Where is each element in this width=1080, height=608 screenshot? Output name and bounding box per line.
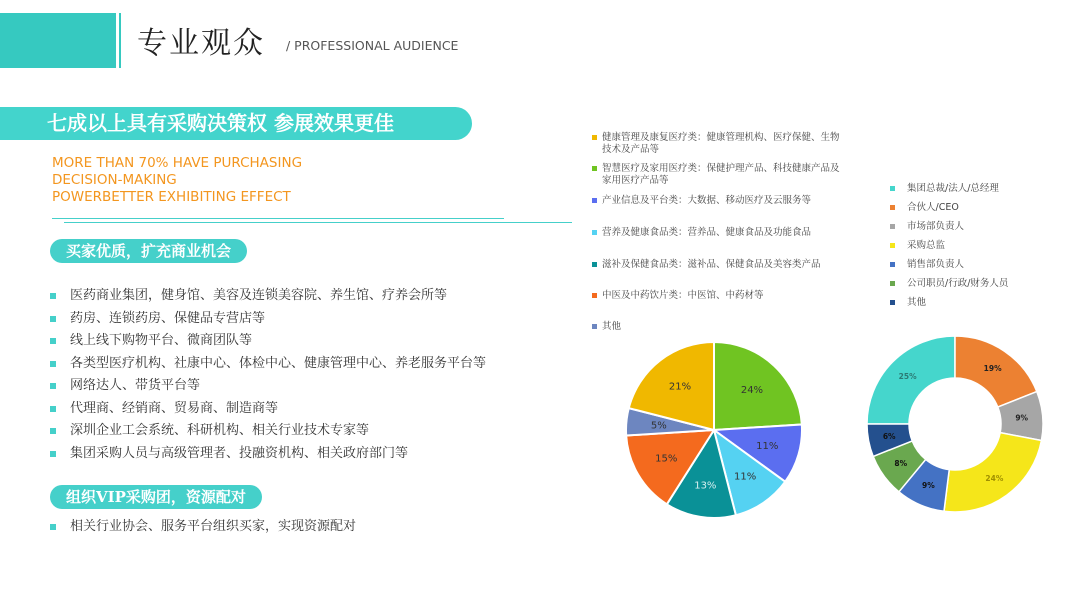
list-item: 医药商业集团，健身馆、美容及连锁美容院、养生馆、疗养会所等 bbox=[50, 285, 486, 308]
legend-swatch bbox=[592, 135, 597, 140]
data-label: 11% bbox=[756, 440, 779, 452]
legend-swatch bbox=[890, 205, 895, 210]
legend-1-item: 滋补及保健食品类：滋补品、保健食品及美容类产品 bbox=[592, 259, 842, 271]
header-divider bbox=[119, 13, 121, 68]
data-label: 9% bbox=[922, 481, 935, 491]
data-label: 8% bbox=[894, 459, 908, 469]
legend-2-item: 采购总监 bbox=[890, 240, 945, 252]
bullet-icon bbox=[50, 338, 56, 344]
bullet-icon bbox=[50, 406, 56, 412]
legend-swatch bbox=[890, 262, 895, 267]
legend-swatch bbox=[592, 230, 597, 235]
list-item: 代理商、经销商、贸易商、制造商等 bbox=[50, 398, 486, 421]
data-label: 5% bbox=[650, 420, 667, 432]
data-label: 19% bbox=[983, 364, 1002, 374]
legend-swatch bbox=[592, 198, 597, 203]
bullet-icon bbox=[50, 451, 56, 457]
bullet-icon bbox=[50, 383, 56, 389]
divider-line bbox=[64, 222, 572, 223]
page-subtitle: / PROFESSIONAL AUDIENCE bbox=[286, 38, 459, 53]
list-item: 网络达人、带货平台等 bbox=[50, 375, 486, 398]
data-label: 25% bbox=[898, 372, 917, 382]
data-label: 6% bbox=[882, 432, 896, 442]
legend-swatch bbox=[592, 293, 597, 298]
legend-2-item: 集团总裁/法人/总经理 bbox=[890, 183, 999, 195]
legend-1-item: 营养及健康食品类：营养品、健康食品及功能食品 bbox=[592, 227, 842, 239]
bullet-icon bbox=[50, 524, 56, 530]
pie-slice bbox=[944, 433, 1041, 512]
legend-swatch bbox=[592, 262, 597, 267]
data-label: 9% bbox=[1015, 413, 1029, 423]
legend-1-item: 智慧医疗及家用医疗类：保健护理产品、科技健康产品及家用医疗产品等 bbox=[592, 163, 842, 187]
data-label: 15% bbox=[655, 453, 678, 465]
page-title: 专业观众 bbox=[137, 26, 265, 61]
donut-chart-visitor-roles bbox=[860, 333, 1050, 515]
section-2-title: 组织VIP采购团，资源配对 bbox=[50, 485, 262, 509]
data-label: 13% bbox=[694, 480, 717, 492]
legend-1-item: 产业信息及平台类：大数据、移动医疗及云服务等 bbox=[592, 195, 842, 207]
headline-banner: 七成以上具有采购决策权 参展效果更佳 bbox=[0, 107, 472, 140]
header-accent-bar bbox=[0, 13, 116, 68]
list-item: 集团采购人员与高级管理者、投融资机构、相关政府部门等 bbox=[50, 443, 486, 466]
legend-swatch bbox=[890, 300, 895, 305]
list-item: 深圳企业工会系统、科研机构、相关行业技术专家等 bbox=[50, 420, 486, 443]
legend-2-item: 公司职员/行政/财务人员 bbox=[890, 278, 1008, 290]
legend-swatch bbox=[890, 224, 895, 229]
legend-2-item: 市场部负责人 bbox=[890, 221, 964, 233]
bullet-icon bbox=[50, 428, 56, 434]
legend-swatch bbox=[890, 243, 895, 248]
legend-swatch bbox=[592, 324, 597, 329]
english-line-1: MORE THAN 70% HAVE PURCHASING bbox=[52, 155, 303, 171]
bullet-icon bbox=[50, 316, 56, 322]
legend-swatch bbox=[890, 186, 895, 191]
list-item: 药房、连锁药房、保健品专营店等 bbox=[50, 308, 486, 331]
legend-1-item: 健康管理及康复医疗类：健康管理机构、医疗保健、生物技术及产品等 bbox=[592, 132, 842, 156]
data-label: 24% bbox=[985, 473, 1004, 483]
list-item: 各类型医疗机构、社康中心、体检中心、健康管理中心、养老服务平台等 bbox=[50, 353, 486, 376]
legend-2-item: 销售部负责人 bbox=[890, 259, 964, 271]
english-line-3: POWERBETTER EXHIBITING EFFECT bbox=[52, 189, 291, 205]
list-item: 相关行业协会、服务平台组织买家，实现资源配对 bbox=[50, 516, 356, 539]
legend-2-item: 合伙人/CEO bbox=[890, 202, 959, 214]
pie-chart-exhibit-categories bbox=[620, 338, 810, 524]
legend-2-item: 其他 bbox=[890, 297, 926, 309]
data-label: 11% bbox=[734, 471, 757, 483]
list-item: 线上线下购物平台、微商团队等 bbox=[50, 330, 486, 353]
legend-1-item: 其他 bbox=[592, 321, 842, 333]
section-1-list bbox=[50, 285, 486, 465]
divider-line bbox=[52, 218, 504, 219]
data-label: 21% bbox=[668, 381, 692, 393]
bullet-icon bbox=[50, 293, 56, 299]
english-line-2: DECISION-MAKING bbox=[52, 172, 177, 188]
legend-swatch bbox=[592, 166, 597, 171]
section-2-list bbox=[50, 516, 356, 539]
data-label: 24% bbox=[740, 385, 764, 397]
legend-swatch bbox=[890, 281, 895, 286]
section-1-title: 买家优质，扩充商业机会 bbox=[50, 239, 247, 263]
bullet-icon bbox=[50, 361, 56, 367]
legend-1-item: 中医及中药饮片类：中医馆、中药材等 bbox=[592, 290, 842, 302]
